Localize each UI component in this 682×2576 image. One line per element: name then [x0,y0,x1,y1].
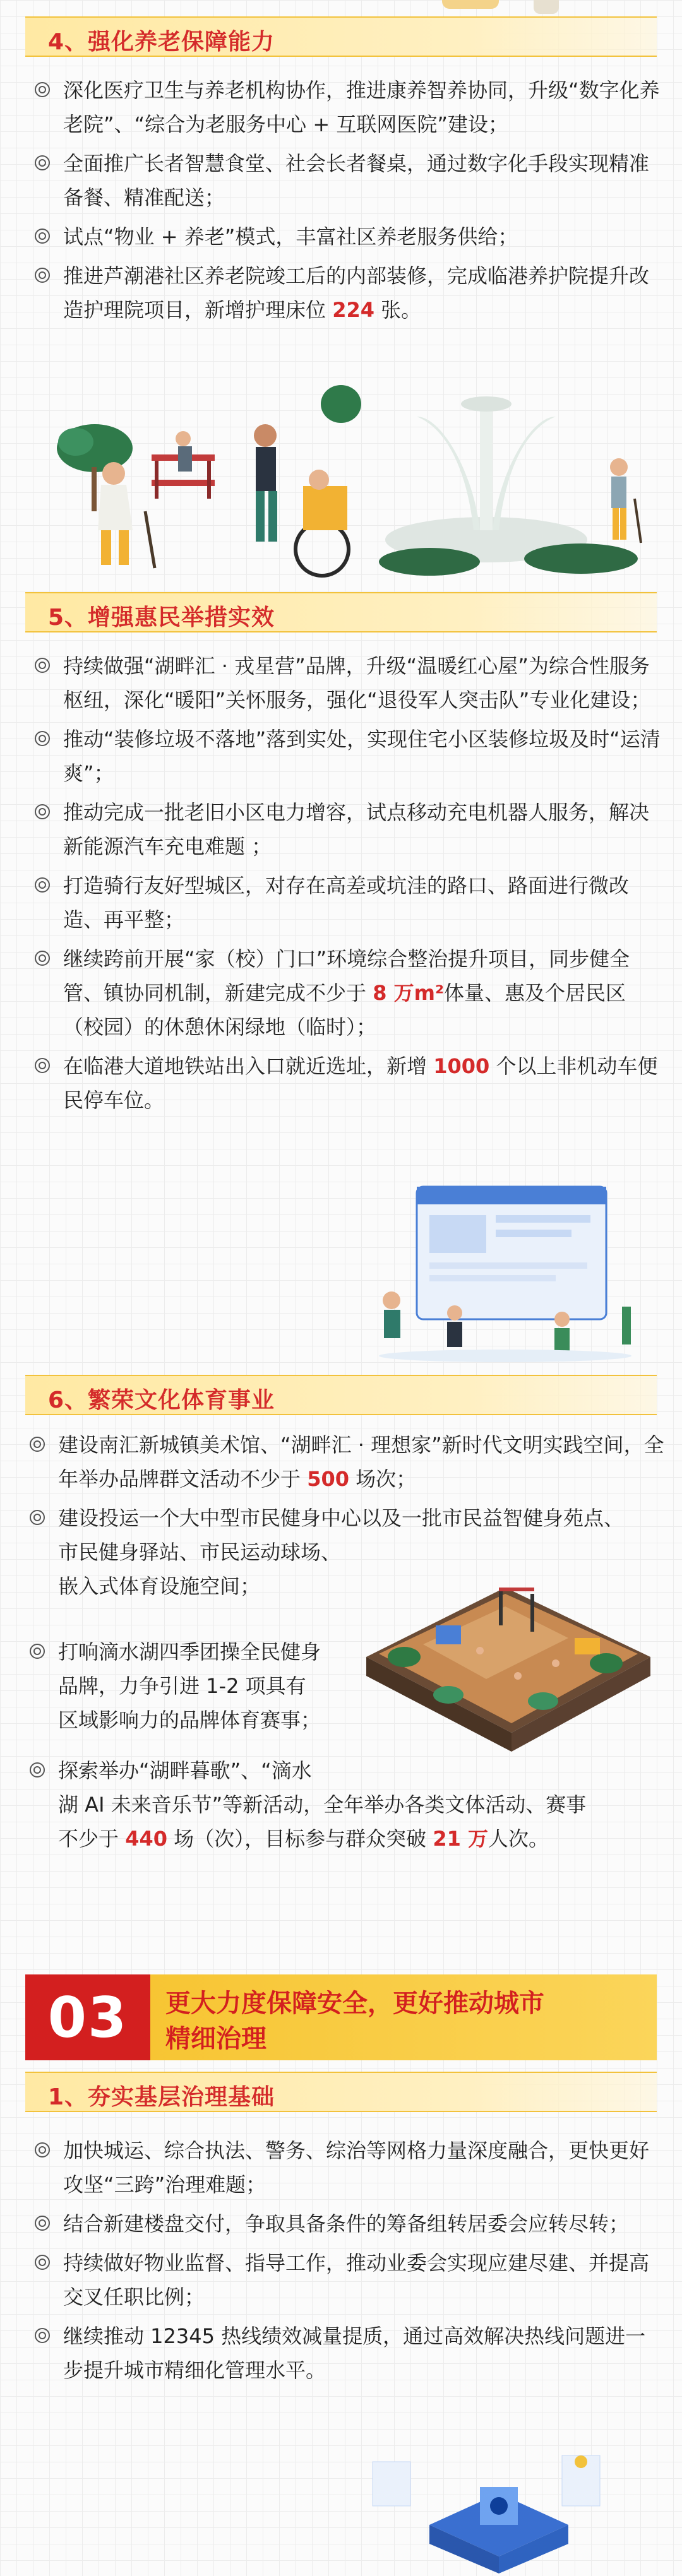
item-text: 个以上非机动车便民停车位。 [63,1054,658,1112]
item-line: 品牌，力争引进 1-2 项具有 [58,1674,306,1698]
item-text: 持续做好物业监督、指导工作，推动业委会实现应建尽建、并提高交叉任职比例； [63,2251,650,2309]
item-text: 建设南汇新城镇美术馆、“湖畔汇 · 理想家”新时代文明实践空间，全年举办品牌群文活动不少于 [58,1433,664,1491]
section-6-title: 6、繁荣文化体育事业 [48,1387,275,1413]
double-circle-bullet-icon [34,81,51,98]
double-circle-bullet-icon [34,228,51,244]
item-line: 建设投运一个大中型市民健身中心以及一批市民益智健身苑点、 [58,1506,625,1530]
item-highlight: 224 [332,298,374,322]
list-item [30,942,665,1044]
list-item [30,146,665,215]
list-item [30,2319,665,2387]
item-line: 探索举办“湖畔暮歌”、“滴水 [58,1759,312,1783]
item-text: 继续跨前开展“家（校）门口”环境综合整治提升项目，同步健全管、镇协同机制，新建完成不少于 [63,947,630,1005]
item-highlight: 500 [307,1467,349,1491]
list-item [25,1428,669,1496]
section-5-title: 5、增强惠民举措实效 [48,605,275,631]
double-circle-bullet-icon [34,2142,51,2158]
list-item [25,1754,669,1856]
item-text: 推动“装修垃圾不落地”落到实处，实现住宅小区装修垃圾及时“运清爽”； [63,727,661,785]
double-circle-bullet-icon [34,804,51,820]
section-1-title: 1、夯实基层治理基础 [48,2084,275,2110]
digital-service-illustration [373,1180,638,1363]
double-circle-bullet-icon [34,730,51,747]
item-text: 持续做强“湖畔汇 · 戎星营”品牌，升级“温暖红心屋”为综合性服务枢纽，深化“暖阳”关怀服务，强化“退役军人突击队”专业化建设； [63,654,651,712]
item-text: 试点“物业 + 养老”模式，丰富社区养老服务供给； [63,225,518,249]
double-circle-bullet-icon [34,1057,51,1074]
item-text: 场（次），目标参与群众突破 [167,1827,433,1851]
item-text: 结合新建楼盘交付，争取具备条件的筹备组转居委会应转尽转； [63,2212,630,2236]
list-item [25,1635,379,1737]
double-circle-bullet-icon [34,877,51,893]
list-item [30,2134,665,2202]
item-text: 不少于 [58,1827,126,1851]
item-line: 区域影响力的品牌体育赛事； [58,1708,321,1732]
item-text: 加快城运、综合执法、警务、综治等网格力量深度融合，更快更好攻坚“三跨”治理难题； [63,2139,650,2197]
list-item [30,73,665,141]
item-text: 深化医疗卫生与养老机构协作，推进康养智养协同，升级“数字化养老院”、“综合为老服务中心 + 互联网医院”建设； [63,78,660,136]
section-5-list [30,649,665,1122]
list-item [30,869,665,937]
item-highlight: 8 万m² [373,981,444,1005]
list-item [30,649,665,717]
section-6-header [25,1375,657,1415]
item-text: 人次。 [488,1827,549,1851]
item-highlight: 1000 [433,1054,490,1078]
part-3-banner [150,1974,657,2060]
item-line: 嵌入式体育设施空间； [58,1574,261,1598]
section-1-list [30,2134,665,2392]
double-circle-bullet-icon [34,657,51,674]
top-deco-pillar [442,0,499,9]
section-4-title: 4、强化养老保障能力 [48,29,275,55]
item-highlight: 21 万 [433,1827,489,1851]
double-circle-bullet-icon [29,1509,45,1526]
section-6-list [25,1428,669,1500]
part-3-title-line2: 精细治理 [165,2024,266,2053]
double-circle-bullet-icon [29,1762,45,1778]
elderly-care-illustration [38,379,657,581]
double-circle-bullet-icon [29,1643,45,1659]
top-deco-pillar [534,0,559,14]
item-text: 张。 [374,298,422,322]
list-item [30,1049,665,1117]
list-item [30,259,665,327]
double-circle-bullet-icon [29,1436,45,1452]
list-item [30,2246,665,2314]
section-4-list [30,73,665,332]
item-text: 体量、惠及个居民区（校园）的休憩休闲绿地（临时）； [63,981,626,1039]
part-3-title-line1: 更大力度保障安全，更好推动城市 [165,1989,544,2018]
double-circle-bullet-icon [34,267,51,283]
item-line: 湖 AI 未来音乐节”等新活动，全年举办各类文体活动、赛事 [58,1793,587,1817]
item-text: 场次； [349,1467,417,1491]
double-circle-bullet-icon [34,2254,51,2270]
list-item [30,220,665,254]
double-circle-bullet-icon [34,155,51,171]
section-4-header [25,16,657,57]
item-text: 推动完成一批老旧小区电力增容，试点移动充电机器人服务，解决新能源汽车充电难题 ； [63,800,650,858]
list-item [30,722,665,790]
list-item [30,2207,665,2241]
item-text: 全面推广长者智慧食堂、社会长者餐桌，通过数字化手段实现精准备餐、精准配送； [63,151,650,210]
section-5-header [25,592,657,632]
item-line: 市民健身驿站、市民运动球场、 [58,1540,342,1564]
item-text: 打造骑行友好型城区，对存在高差或坑洼的路口、路面进行微改造、再平整； [63,874,630,932]
double-circle-bullet-icon [34,2215,51,2231]
item-text: 推进芦潮港社区养老院竣工后的内部装修，完成临港养护院提升改造护理院项目，新增护理床位 [63,264,650,322]
sports-park-illustration [354,1550,657,1764]
list-item [30,795,665,864]
item-highlight: 440 [125,1827,167,1851]
item-line [25,1822,669,1856]
double-circle-bullet-icon [34,950,51,966]
item-line: 打响滴水湖四季团操全民健身 [58,1640,321,1664]
part-number-badge: 03 [25,1974,150,2060]
server-illustration [354,2449,644,2573]
double-circle-bullet-icon [34,2327,51,2344]
item-text: 在临港大道地铁站出入口就近选址，新增 [63,1054,434,1078]
section-1-header [25,2072,657,2112]
item-text: 继续推动 12345 热线绩效减量提质，通过高效解决热线问题进一步提升城市精细化管理水平。 [63,2324,646,2382]
